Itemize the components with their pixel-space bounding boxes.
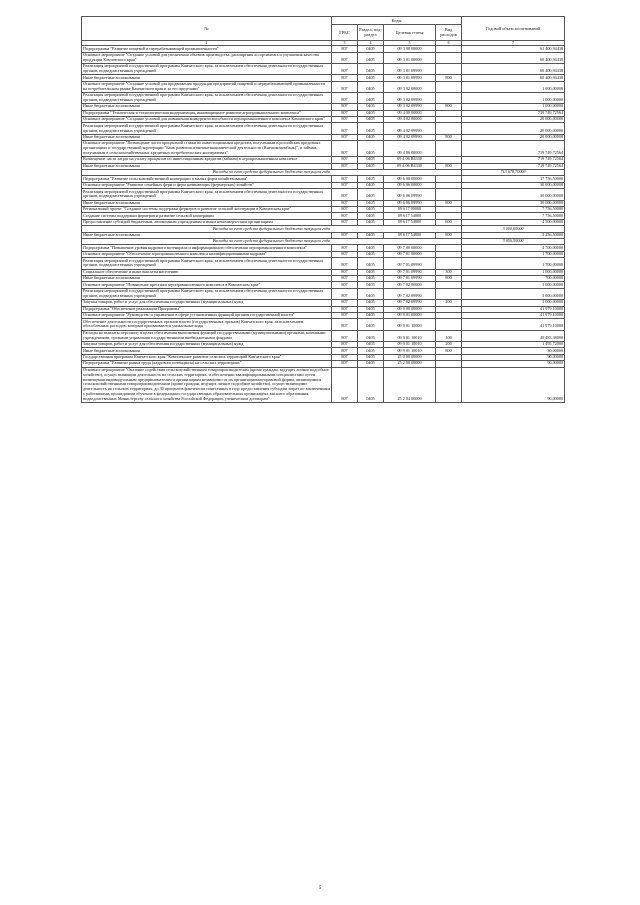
row-section: 0405 [358,276,384,282]
header-grbs: ГРБС [332,25,358,41]
row-target-article: 09 6 I7 54800 [384,232,436,238]
row-name: Возмещение части затрат на уплату процентов по инвестиционным кредитам (займам) в агропромышленном комплексе [82,157,332,163]
row-section: 0405 [358,52,384,63]
row-section: 0405 [358,182,384,188]
row-expense-type: 200 [436,341,462,347]
row-grbs: 807 [332,330,358,341]
row-section: 0405 [358,348,384,354]
table-row [82,92,565,103]
row-grbs: 807 [332,245,358,251]
row-grbs: 807 [332,206,358,212]
row-amount: 1 000,00000 [462,269,565,275]
subtotal-label: Расходы за счет средств федерального бюджета текущего года [82,239,462,245]
row-grbs: 807 [332,276,358,282]
row-grbs: 807 [332,341,358,347]
row-name: Основное мероприятие "Обеспечение агропромышленного комплекса квалифицированными кадрами" [82,251,332,257]
row-section: 0405 [358,141,384,157]
row-section: 0405 [358,46,384,52]
header-codes: Коды [332,17,462,25]
row-amount: 719 749,72564 [462,157,565,163]
row-section: 0405 [358,117,384,123]
row-grbs: 807 [332,110,358,116]
row-grbs: 807 [332,123,358,134]
row-expense-type: 800 [436,200,462,206]
row-amount: 3 000,00000 [462,300,565,306]
row-grbs: 807 [332,176,358,182]
row-name: Основное мероприятие "Создание условий для продвижения продукции предприятий пищевой и перерабатывающей промышленности на потребительском рынке Камчатского края и за его пределами" [82,81,332,92]
row-amount: 90,00000 [462,367,565,402]
row-amount: 700,00000 [462,276,565,282]
row-target-article: 09 7 01 09990 [384,276,436,282]
row-name: Иные бюджетные ассигнования [82,75,332,81]
row-grbs: 807 [332,46,358,52]
row-target-article: 09 3 01 09990 [384,63,436,74]
row-section: 0405 [358,219,384,225]
header-rz: Раздел, под-раздел [358,25,384,41]
header-cs: Целевая статья [384,25,436,41]
row-grbs: 807 [332,189,358,200]
table-row [82,63,565,74]
row-amount: 60 400,94438 [462,52,565,63]
row-section: 0405 [358,319,384,330]
row-target-article: 09 4 02 00000 [384,117,436,123]
row-amount: 1 000,00000 [462,81,565,92]
row-target-article: 09 3 01 09990 [384,75,436,81]
row-target-article: 09 7 02 09990 [384,300,436,306]
row-section: 0405 [358,92,384,103]
row-target-article: 09 3 02 09990 [384,92,436,103]
row-grbs: 807 [332,319,358,330]
row-amount: 20 000,00000 [462,123,565,134]
row-section: 0405 [358,367,384,402]
row-target-article: 09 4 06 R4330 [384,163,436,169]
table-row [82,123,565,134]
row-section: 0405 [358,104,384,110]
table-row [82,330,565,341]
row-name: Реализация мероприятий государственной программы Камчатского края, за исключением обеспечения деятельности государственных органов, подведомственных учреждений [82,92,332,103]
row-section: 0405 [358,157,384,163]
row-section: 0405 [358,110,384,116]
row-section: 0405 [358,354,384,360]
row-amount: 61 400,94438 [462,46,565,52]
row-expense-type [436,92,462,103]
row-amount: 30 000,00000 [462,182,565,188]
row-grbs: 807 [332,219,358,225]
row-name: Закупка товаров, работ и услуг для обеспечения государственных (муниципальных) нужд [82,341,332,347]
row-grbs: 807 [332,141,358,157]
row-target-article: 09 6 I7 54800 [384,213,436,219]
row-amount: 719 749,72564 [462,163,565,169]
row-name: Подпрограмма "Обеспечение реализации Программы" [82,306,332,312]
row-expense-type [436,288,462,299]
row-target-article: 09 6 06 09990 [384,200,436,206]
row-amount: 30 000,00000 [462,189,565,200]
row-section: 0405 [358,200,384,206]
row-section: 0405 [358,176,384,182]
row-target-article: 09 3 02 00000 [384,81,436,92]
row-section: 0405 [358,134,384,140]
row-name: Основное мероприятие "Повышение престижа агропромышленного комплекса в Камчатском крае" [82,282,332,288]
row-target-article: 09 9 01 10010 [384,348,436,354]
table-row [82,141,565,157]
row-name: Основное мероприятие "Развитие семейных ферм и ферм начинающих (фермерских) хозяйств" [82,182,332,188]
row-amount: 4 500,00000 [462,219,565,225]
row-name: Подпрограмма "Развитие сельскохозяйственной кооперации и малых форм хозяйствования" [82,176,332,182]
row-grbs: 807 [332,251,358,257]
subtotal-label: Расходы за счет средств федерального бюджета текущего года [82,170,462,176]
row-grbs: 807 [332,269,358,275]
row-amount: 20 000,00000 [462,134,565,140]
row-target-article: 09 3 00 00000 [384,46,436,52]
row-expense-type [436,189,462,200]
row-name: Основное мероприятие "Оказание содействия сельскохозяйственным товаропроизводителям (кроме граждан, ведущих личное подсобное хозяйство), осуществляющим деятельность на сельских территориях, и обеспечении квалифицированными специалистами путем возмещения индивидуальным предпринимателям и организациям независимо от их организационно-правовой формы, являющимися сельскохозяйственными товаропроизводителями (кроме граждан, ведущих личное подсобное хозяйство), осуществляющими деятельность на сельских территориях, до 30 процентов фактически понесенных в году предоставления субсидии затрат по заключенным с работниками, прошедшими обучение в федеральных государственных образовательных организациях высшего образования, подведомственных Министерству сельского хозяйства Российской Федерации, ученическим договорам" [83,367,330,401]
row-amount: 1 700,00000 [462,251,565,257]
table-body [82,46,565,403]
row-name: Подпрограмма "Техническая и технологическая модернизация, инновационное развитие агропромышленного комплекса" [82,110,332,116]
row-target-article: 09 6 00 00000 [384,176,436,182]
row-grbs: 807 [332,348,358,354]
row-expense-type [436,319,462,330]
page-number: 5 [318,886,322,891]
row-target-article: 09 7 00 00000 [384,245,436,251]
row-expense-type: 800 [436,75,462,81]
row-name: Социальное обеспечение и иные выплаты населению [82,269,332,275]
table-row [82,81,565,92]
row-target-article: 09 9 01 00000 [384,312,436,318]
row-expense-type [436,258,462,269]
row-amount: 90,00000 [462,361,565,367]
col-num: 4 [358,40,384,46]
col-num: 3 [332,40,358,46]
row-target-article: 09 4 00 00000 [384,110,436,116]
row-section: 0405 [358,269,384,275]
row-amount: 7 756,50000 [462,213,565,219]
row-name: Иные бюджетные ассигнования [82,200,332,206]
row-amount: 41 979,10000 [462,306,565,312]
row-amount: 20 000,00000 [462,117,565,123]
row-section: 0405 [358,330,384,341]
row-expense-type [436,123,462,134]
row-name: Иные бюджетные ассигнования [82,348,332,354]
row-target-article: 09 9 01 10010 [384,341,436,347]
row-section: 0405 [358,258,384,269]
row-section: 0405 [358,306,384,312]
table-row [82,189,565,200]
row-name: Подпрограмма "Развитие рынка труда (кадрового потенциала) на сельских территориях" [82,361,332,367]
row-name: Реализация мероприятий государственной программы Камчатского края, за исключением обеспечения деятельности государственных органов, подведомственных учреждений [82,258,332,269]
row-grbs: 807 [332,232,358,238]
row-section: 0405 [358,232,384,238]
row-expense-type: 800 [436,276,462,282]
row-amount: 1 495,72000 [462,341,565,347]
row-name: Основное мероприятие "Руководство и управление в сфере установленных функций органов государственной власти" [82,312,332,318]
row-section: 0405 [358,189,384,200]
row-section: 0405 [358,361,384,367]
row-section: 0405 [358,282,384,288]
row-expense-type [436,81,462,92]
row-target-article: 09 6 I7 54800 [384,219,436,225]
row-expense-type: 200 [436,300,462,306]
row-target-article: 09 9 00 00000 [384,306,436,312]
row-name: Предоставление субсидий бюджетным, автономным учреждениям и иным некоммерческим организациям [82,219,332,225]
row-target-article: 09 7 02 09990 [384,288,436,299]
row-section: 0405 [358,123,384,134]
row-expense-type: 100 [436,330,462,341]
row-grbs: 807 [332,361,358,367]
row-amount: 4 700,00000 [462,245,565,251]
row-grbs: 807 [332,312,358,318]
table-row [82,367,565,402]
row-amount: 90,00000 [462,354,565,360]
row-section: 0405 [358,300,384,306]
table-row [82,258,565,269]
row-amount: 30 000,00000 [462,200,565,206]
row-name: Иные бюджетные ассигнования [82,232,332,238]
row-grbs: 807 [332,258,358,269]
row-section: 0405 [358,81,384,92]
row-grbs: 807 [332,367,358,402]
row-expense-type: 600 [436,219,462,225]
row-name: Иные бюджетные ассигнования [82,134,332,140]
row-expense-type: 800 [436,134,462,140]
row-target-article: 09 6 06 00000 [384,182,436,188]
row-target-article: 09 4 02 09990 [384,134,436,140]
row-grbs: 807 [332,104,358,110]
row-amount: 739 749,72564 [462,110,565,116]
row-grbs: 807 [332,75,358,81]
row-grbs: 807 [332,306,358,312]
row-grbs: 807 [332,182,358,188]
row-name: Закупка товаров, работ и услуг для обеспечения государственных (муниципальных) нужд [82,300,332,306]
row-expense-type [436,141,462,157]
row-name: Реализация мероприятий государственной программы Камчатского края, за исключением обеспечения деятельности государственных органов, подведомственных учреждений [82,189,332,200]
row-name: Основное мероприятие "Возмещение части процентной ставки по инвестиционным кредитам, полученным в российских кредитных организациях и государственной корпорации "Банк развития и внешнеэкономической деятельности (Внешэкономбанк)", и займам, полученным в сельскохозяйственных кредитных потребительских кооперативах" [82,141,332,157]
row-amount: 3 000,00000 [462,288,565,299]
row-grbs: 807 [332,157,358,163]
row-target-article: 09 4 06 R4330 [384,157,436,163]
row-section: 0405 [358,251,384,257]
row-expense-type [436,63,462,74]
row-amount: 3 256,50000 [462,232,565,238]
row-name: Обеспечение деятельности государственных органов власти (государственных органов) Камчатского края, за исключением обособленных расходов, которым присваиваются уникальные коды [82,319,332,330]
row-grbs: 807 [332,117,358,123]
row-name: Подпрограмма "Повышение уровня кадрового потенциала и информационного обеспечения агропромышленного комплекса" [82,245,332,251]
row-expense-type [436,52,462,63]
row-name: Подпрограмма "Развитие пищевой и перерабатывающей промышленности" [82,46,332,52]
row-section: 0405 [358,213,384,219]
row-grbs: 807 [332,163,358,169]
row-target-article: 25 2 04 00000 [384,367,436,402]
row-target-article: 25 0 00 00000 [384,354,436,360]
col-num: 6 [436,40,462,46]
row-section: 0405 [358,288,384,299]
budget-table [81,16,565,403]
row-grbs: 807 [332,282,358,288]
row-section: 0405 [358,75,384,81]
row-name: Реализация мероприятий государственной программы Камчатского края, за исключением обеспечения деятельности государственных органов, подведомственных учреждений [82,63,332,74]
row-expense-type: 300 [436,269,462,275]
row-amount: 719 749,72564 [462,141,565,157]
header-vr: Вид расходов [436,25,462,41]
row-section: 0405 [358,163,384,169]
row-target-article: 09 6 06 09990 [384,189,436,200]
row-section: 0405 [358,341,384,347]
row-expense-type: 800 [436,104,462,110]
table-header [82,17,565,46]
row-target-article: 09 4 06 00000 [384,141,436,157]
row-amount: 1 700,00000 [462,258,565,269]
subtotal-sum: 3 000,00000 [462,226,565,232]
subtotal-sum: 713 678,70000 [462,170,565,176]
row-grbs: 807 [332,92,358,103]
row-target-article: 09 4 02 09990 [384,123,436,134]
col-num: 2 [82,40,332,46]
row-name: Реализация мероприятий государственной программы Камчатского края, за исключением обеспечения деятельности государственных органов, подведомственных учреждений [82,288,332,299]
row-target-article: 09 7 01 09990 [384,269,436,275]
row-grbs: 807 [332,213,358,219]
row-target-article: 09 3 01 00000 [384,52,436,63]
row-amount: 41 979,10000 [462,312,565,318]
row-amount: 30,00000 [462,348,565,354]
row-section: 0405 [358,245,384,251]
row-amount: 1 000,00000 [462,92,565,103]
row-grbs: 807 [332,288,358,299]
row-target-article: 09 7 02 00000 [384,282,436,288]
row-amount: 60 400,94438 [462,75,565,81]
row-expense-type: 800 [436,163,462,169]
row-grbs: 807 [332,354,358,360]
row-target-article: 09 7 01 09990 [384,258,436,269]
row-section: 0405 [358,63,384,74]
row-expense-type: 800 [436,232,462,238]
row-section: 0405 [358,206,384,212]
col-num: 5 [384,40,436,46]
subtotal-sum: 3 056,50000 [462,239,565,245]
subtotal-label: Расходы за счет средств федерального бюджета текущего года [82,226,462,232]
table-row [82,288,565,299]
row-grbs: 807 [332,81,358,92]
row-name: Расходы на выплаты персоналу в целях обеспечения выполнения функций государственными (муниципальными) органами, казенными учреждениями, органами управления государственными внебюджетными фондами [82,330,332,341]
row-grbs: 807 [332,200,358,206]
row-target-article: 09 9 01 10000 [384,319,436,330]
row-grbs: 807 [332,134,358,140]
row-name: Иные бюджетные ассигнования [82,276,332,282]
row-amount: 3 000,00000 [462,282,565,288]
row-section: 0405 [358,312,384,318]
row-grbs: 807 [332,52,358,63]
row-target-article: 09 6 I7 00000 [384,206,436,212]
row-name: Иные бюджетные ассигнования [82,163,332,169]
row-amount: 41 979,10000 [462,319,565,330]
row-amount: 40 483,38000 [462,330,565,341]
row-amount: 37 756,50000 [462,176,565,182]
table-row [82,319,565,330]
row-amount: 60 400,94438 [462,63,565,74]
row-name: Реализация мероприятий государственной программы Камчатского края, за исключением обеспечения деятельности государственных органов, подведомственных учреждений [82,123,332,134]
row-target-article: 09 3 02 09990 [384,104,436,110]
header-no: № [82,17,332,41]
row-amount: 1 000,00000 [462,104,565,110]
row-name: Государственная программа Камчатского края "Комплексное развитие сельских территорий Камчатского края" [82,354,332,360]
row-target-article: 25 2 00 00000 [384,361,436,367]
table-row [82,52,565,63]
row-grbs: 807 [332,300,358,306]
row-grbs: 807 [332,63,358,74]
row-name: Создание системы поддержки фермеров и развитие сельской кооперации [82,213,332,219]
header-sum: Годовой объем ассигнований [462,17,565,41]
row-expense-type [436,367,462,402]
row-amount: 7 756,50000 [462,206,565,212]
col-num: 7 [462,40,565,46]
row-name: Основное мероприятие "Создание условий для повышения конкурентоспособности агропромышленного комплекса Камчатского края" [82,117,332,123]
row-name: Региональный проект "Создание системы поддержки фермеров и развитие сельской кооперации в Камчатском крае" [82,206,332,212]
row-name: Основное мероприятие "Создание условий для увеличения объемов производства, расширения ассортимента и улучшения качества продукции Камчатского края" [82,52,332,63]
row-target-article: 09 7 01 00000 [384,251,436,257]
row-expense-type: 800 [436,348,462,354]
row-name: Иные бюджетные ассигнования [82,104,332,110]
row-target-article: 09 9 01 10010 [384,330,436,341]
